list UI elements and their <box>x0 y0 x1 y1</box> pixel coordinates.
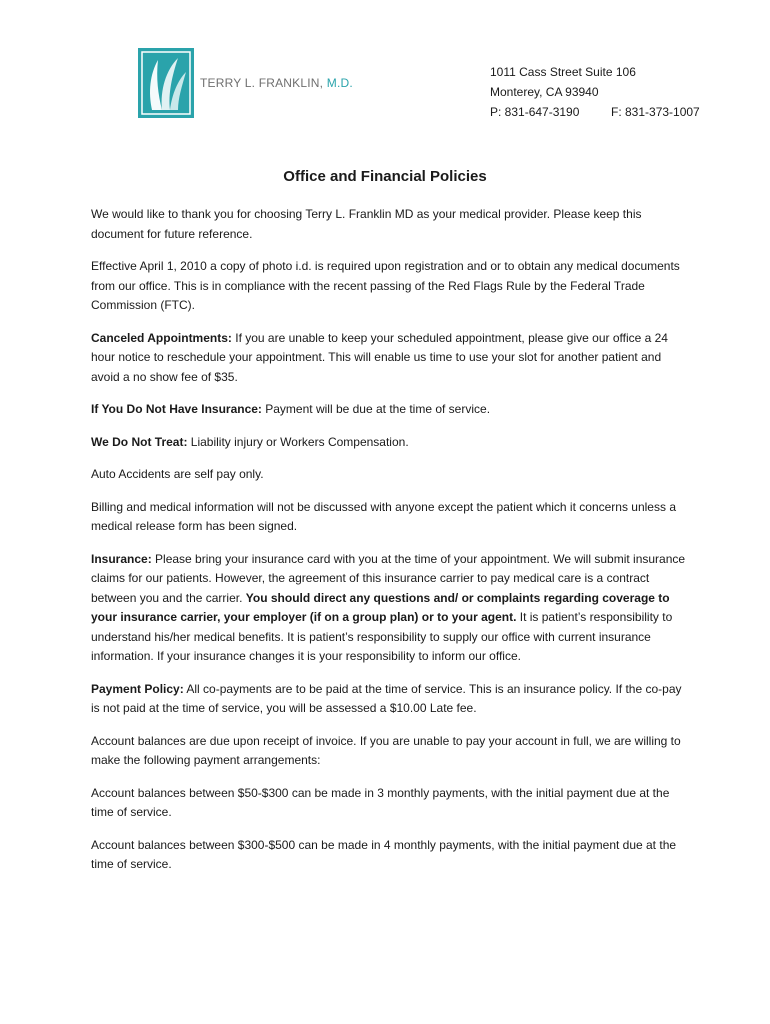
practice-credentials: M.D. <box>326 76 353 90</box>
canceled-appointments-text: If you are unable to keep your scheduled appointment, please give our office a 24 hour notice to reschedule your appointment. This will enable us time to use your slot for another patient and avoid a no show fee of $35. <box>91 330 668 384</box>
fax-number: F: 831-373-1007 <box>611 105 700 119</box>
no-insurance-paragraph <box>91 400 686 420</box>
contact-numbers <box>490 102 720 122</box>
canceled-appointments-label: Canceled Appointments: <box>91 330 232 345</box>
insurance-bold-text: You should direct any questions and/ or complaints regarding coverage to your insurance carrier, your employer (if on a group plan) or to your agent. <box>91 590 670 624</box>
insurance-text-1: Please bring your insurance card with you at the time of your appointment. We will submit insurance claims for our patients. However, the agreement of this insurance carrier to pay medical care is a contract between you and the carrier. <box>91 551 686 605</box>
payment-policy-text: All co-payments are to be paid at the time of service. This is an insurance policy. If the co-pay is not paid at the time of service, you will be assessed a $10.00 Late fee. <box>91 681 682 715</box>
document-body <box>91 205 686 888</box>
not-treat-text: Liability injury or Workers Compensation. <box>187 434 409 449</box>
payment-policy-paragraph <box>91 680 686 719</box>
document-title: Office and Financial Policies <box>283 168 487 185</box>
insurance-text-2: It is patient’s responsibility to understand his/her medical benefits. It is patient’s responsibility to supply our office with current insurance information. If your insurance changes it is your responsibility to inform our office. <box>91 610 673 663</box>
practice-name <box>200 76 353 90</box>
practice-address <box>490 62 720 122</box>
payment-policy-label: Payment Policy: <box>91 681 184 696</box>
insurance-paragraph <box>91 550 686 667</box>
photo-id-paragraph: Effective April 1, 2010 a copy of photo i.d. is required upon registration and or to obtain any medical documents from our office. This is in compliance with the recent passing of the Red Flags Rule by the Federal Trade Commission (FTC). <box>91 259 680 312</box>
not-treat-paragraph <box>91 433 686 453</box>
balances-300-500-paragraph: Account balances between $300-$500 can be made in 4 monthly payments, with the initial payment due at the time of service. <box>91 837 677 871</box>
canceled-appointments-paragraph <box>91 329 686 388</box>
auto-accidents-paragraph: Auto Accidents are self pay only. <box>91 467 264 481</box>
not-treat-label: We Do Not Treat: <box>91 434 188 449</box>
intro-paragraph: We would like to thank you for choosing Terry L. Franklin MD as your medical provider. Please keep this document for future reference. <box>91 207 642 241</box>
practice-name-text: TERRY L. FRANKLIN, <box>200 76 324 90</box>
balances-due-paragraph: Account balances are due upon receipt of invoice. If you are unable to pay your account in full, we are willing to make the following payment arrangements: <box>91 733 681 767</box>
phone-number: P: 831-647-3190 <box>490 105 580 119</box>
insurance-label: Insurance: <box>91 551 152 566</box>
address-line-2: Monterey, CA 93940 <box>490 85 599 99</box>
billing-info-paragraph: Billing and medical information will not be discussed with anyone except the patient which it concerns unless a medical release form has been signed. <box>91 499 676 533</box>
no-insurance-label: If You Do Not Have Insurance: <box>91 402 262 416</box>
practice-logo <box>138 48 194 118</box>
address-line-1: 1011 Cass Street Suite 106 <box>490 65 636 79</box>
balances-50-300-paragraph: Account balances between $50-$300 can be made in 3 monthly payments, with the initial payment due at the time of service. <box>91 785 670 819</box>
no-insurance-text: Payment will be due at the time of service. <box>261 402 491 416</box>
